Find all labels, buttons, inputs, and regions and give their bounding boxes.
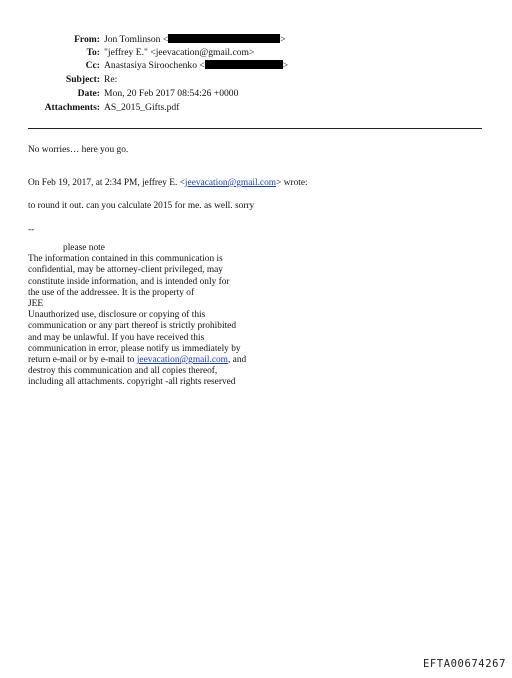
quote-email-link[interactable]: jeevacation@gmail.com xyxy=(184,178,277,188)
signature-disclaimer xyxy=(28,243,246,389)
from-label: From: xyxy=(74,34,100,45)
to-value: "jeffrey E." <jeevacation@gmail.com> xyxy=(104,47,255,58)
quoted-text: to round it out. can you calculate 2015 for me. as well. sorry xyxy=(28,201,255,211)
disclaimer-line: destroy this communication and all copies thereof, xyxy=(28,366,218,377)
cc-value: Anastasiya Siroochenko < > xyxy=(104,60,289,71)
disclaimer-line: constitute inside information, and is intended only for xyxy=(28,276,230,287)
date-value: Mon, 20 Feb 2017 08:54:26 +0000 xyxy=(104,88,239,99)
quote-intro: On Feb 19, 2017, at 2:34 PM, jeffrey E. <jeevacation@gmail.com> wrote: xyxy=(28,178,308,188)
from-value: Jon Tomlinson < > xyxy=(104,34,286,45)
disclaimer-line: communication in error, please notify us immediately by xyxy=(28,343,241,354)
disclaimer-line: Unauthorized use, disclosure or copying of this xyxy=(28,310,206,321)
disclaimer-line: and may be unlawful. If you have received this xyxy=(28,332,205,343)
subject-value: Re: xyxy=(104,74,118,85)
to-label: To: xyxy=(86,47,100,58)
disclaimer-line: confidential, may be attorney-client privileged, may xyxy=(28,265,223,276)
disclaimer-email-link[interactable]: jeevacation@gmail.com xyxy=(136,355,228,366)
date-label: Date: xyxy=(77,88,100,99)
disclaimer-line: communication or any part thereof is strictly prohibited xyxy=(28,321,237,332)
attachments-label: Attachments: xyxy=(44,102,100,113)
please-note: please note xyxy=(63,243,105,253)
disclaimer-line: the use of the addressee. It is the property of xyxy=(28,287,195,298)
signature-dashes: -- xyxy=(28,225,35,235)
redaction-block xyxy=(168,34,280,43)
attachment-file[interactable]: AS_2015_Gifts.pdf xyxy=(104,102,180,113)
disclaimer-line: JEE xyxy=(28,299,44,310)
redaction-block xyxy=(205,60,283,69)
header-divider xyxy=(28,128,482,129)
cc-label: Cc: xyxy=(85,60,100,71)
subject-label: Subject: xyxy=(65,74,100,85)
disclaimer-line: including all attachments. copyright -all rights reserved xyxy=(28,377,236,388)
document-id: EFTA00674267 xyxy=(422,658,506,670)
disclaimer-line-email: return e-mail or by e-mail to jeevacation@gmail.com, and xyxy=(28,355,247,366)
disclaimer-line: The information contained in this communication is xyxy=(28,254,223,265)
reply-text: No worries… here you go. xyxy=(28,145,129,155)
